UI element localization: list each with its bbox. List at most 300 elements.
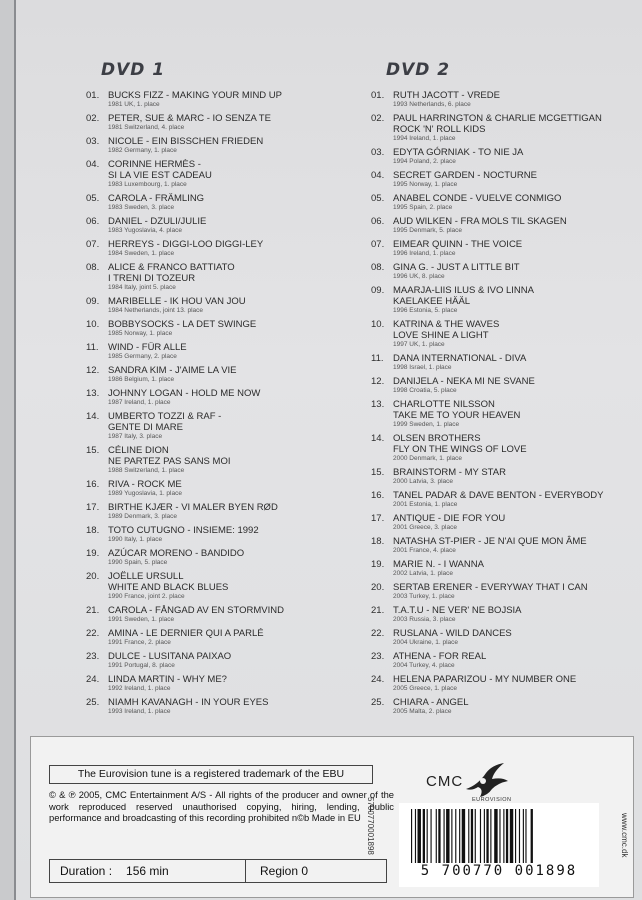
track-number: 02. [371, 113, 385, 124]
track-number: 16. [371, 490, 385, 501]
track-number: 22. [86, 628, 100, 639]
track-title: RIVA - ROCK ME [108, 479, 182, 490]
track-number: 22. [371, 628, 385, 639]
track-title: CÉLINE DION [108, 445, 169, 456]
track-info: 1993 Ireland, 1. place [108, 708, 171, 715]
track-number: 08. [86, 262, 100, 273]
duration-label: Duration : [60, 864, 113, 878]
track-number: 21. [371, 605, 385, 616]
track-info: 1995 Denmark, 5. place [393, 227, 463, 234]
track-item [371, 193, 641, 212]
track-body [393, 628, 641, 647]
track-info: 1981 Switzerland, 4. place [108, 124, 185, 131]
track-body [108, 651, 356, 670]
track-title: NIAMH KAVANAGH - IN YOUR EYES [108, 697, 269, 708]
track-info: 1990 Spain, 5. place [108, 559, 168, 566]
track-info: 1983 Luxembourg, 1. place [108, 181, 187, 188]
track-body [393, 490, 641, 509]
track-number: 14. [371, 433, 385, 444]
track-number: 17. [371, 513, 385, 524]
track-number: 09. [86, 296, 100, 307]
track-number: 14. [86, 411, 100, 422]
track-info: 1993 Netherlands, 6. place [393, 101, 471, 108]
track-item [371, 319, 641, 349]
track-number: 25. [371, 697, 385, 708]
track-title: CAROLA - FÅNGAD AV EN STORMVIND [108, 605, 284, 616]
track-number: 06. [371, 216, 385, 227]
track-body [108, 548, 356, 567]
track-info: 2003 Turkey, 1. place [393, 593, 455, 600]
track-item [371, 262, 641, 281]
barcode-bar [499, 809, 500, 863]
track-info: 1983 Sweden, 3. place [108, 204, 175, 211]
track-body [393, 216, 641, 235]
barcode-bar [510, 809, 513, 863]
track-title: HERREYS - DIGGI-LOO DIGGI-LEY [108, 239, 264, 250]
track-item [371, 674, 641, 693]
track-title: ROCK 'N' ROLL KIDS [393, 124, 486, 135]
track-body [108, 605, 356, 624]
track-title: KAELAKEE HÄÄL [393, 296, 471, 307]
track-title: BOBBYSOCKS - LA DET SWINGE [108, 319, 257, 330]
track-body [108, 216, 356, 235]
barcode-bar [462, 809, 465, 863]
track-number: 04. [86, 159, 100, 170]
track-title: ALICE & FRANCO BATTIATO [108, 262, 235, 273]
track-info: 1992 Ireland, 1. place [108, 685, 171, 692]
track-info: 1990 Italy, 1. place [108, 536, 163, 543]
track-number: 12. [86, 365, 100, 376]
track-number: 21. [86, 605, 100, 616]
track-body [108, 342, 356, 361]
track-item [86, 365, 356, 384]
track-title: LINDA MARTIN - WHY ME? [108, 674, 227, 685]
track-body [108, 674, 356, 693]
barcode-bar [436, 809, 437, 863]
track-item [371, 536, 641, 555]
track-body [393, 605, 641, 624]
track-number: 10. [86, 319, 100, 330]
track-title: SI LA VIE EST CADEAU [108, 170, 212, 181]
barcode-bar [503, 809, 504, 863]
barcode-bar [451, 809, 452, 863]
track-item [371, 399, 641, 429]
track-info: 1985 Norway, 1. place [108, 330, 173, 337]
track-info: 1986 Belgium, 1. place [108, 376, 175, 383]
eurovision-star-icon [458, 759, 512, 799]
track-info: 2005 Malta, 2. place [393, 708, 452, 715]
dvd2-tracklist [371, 90, 641, 716]
track-item [86, 388, 356, 407]
track-body [108, 479, 356, 498]
track-body [393, 147, 641, 166]
track-item [371, 490, 641, 509]
track-title: CHIARA - ANGEL [393, 697, 469, 708]
track-item [86, 296, 356, 315]
track-body [108, 319, 356, 338]
track-title: SECRET GARDEN - NOCTURNE [393, 170, 537, 181]
track-item [371, 353, 641, 372]
track-number: 15. [86, 445, 100, 456]
track-number: 07. [371, 239, 385, 250]
barcode-bar [468, 809, 469, 863]
track-item [371, 467, 641, 486]
track-body [108, 525, 356, 544]
track-item [86, 674, 356, 693]
track-body [108, 113, 356, 132]
track-item [371, 697, 641, 716]
track-title: BRAINSTORM - MY STAR [393, 467, 506, 478]
track-item [86, 548, 356, 567]
track-item [86, 651, 356, 670]
barcode-bar [484, 809, 485, 863]
track-number: 01. [371, 90, 385, 101]
barcode-bar [427, 809, 428, 863]
track-number: 10. [371, 319, 385, 330]
barcode-bar [475, 809, 476, 863]
track-number: 04. [371, 170, 385, 181]
track-body [108, 388, 356, 407]
track-title: AMINA - LE DERNIER QUI A PARLÉ [108, 628, 264, 639]
track-number: 20. [86, 571, 100, 582]
track-info: 1998 Croatia, 5. place [393, 387, 457, 394]
track-body [108, 445, 356, 475]
track-info: 1985 Germany, 2. place [108, 353, 177, 360]
track-number: 15. [371, 467, 385, 478]
track-item [371, 605, 641, 624]
track-body [393, 513, 641, 532]
track-item [86, 239, 356, 258]
dvd2-title: DVD 2 [386, 60, 451, 80]
track-title: AZÚCAR MORENO - BANDIDO [108, 548, 245, 559]
track-info: 1991 Sweden, 1. place [108, 616, 175, 623]
track-title: ATHENA - FOR REAL [393, 651, 487, 662]
track-title: PETER, SUE & MARC - IO SENZA TE [108, 113, 271, 124]
website-url: www.cmc.dk [620, 813, 629, 858]
track-body [393, 697, 641, 716]
track-info: 1984 Netherlands, joint 13. place [108, 307, 204, 314]
track-info: 2004 Turkey, 4. place [393, 662, 455, 669]
track-item [86, 571, 356, 601]
eurovision-label: EUROVISION [472, 797, 512, 803]
barcode-bar [506, 809, 508, 863]
track-info: 1984 Italy, joint 5. place [108, 284, 176, 291]
track-title: MAARJA-LIIS ILUS & IVO LINNA [393, 285, 534, 296]
track-number: 19. [86, 548, 100, 559]
track-item [371, 285, 641, 315]
track-title: GENTE DI MARE [108, 422, 183, 433]
barcode-bar [486, 809, 488, 863]
track-number: 03. [86, 136, 100, 147]
region: Region 0 [260, 864, 309, 878]
track-item [371, 376, 641, 395]
track-title: AUD WILKEN - FRA MOLS TIL SKAGEN [393, 216, 567, 227]
track-title: SANDRA KIM - J'AIME LA VIE [108, 365, 237, 376]
track-item [371, 147, 641, 166]
track-body [393, 193, 641, 212]
track-body [108, 365, 356, 384]
track-body [108, 571, 356, 601]
barcode-bar [415, 809, 416, 863]
barcode-bar [494, 809, 497, 863]
track-info: 1999 Sweden, 1. place [393, 421, 460, 428]
track-info: 1994 Ireland, 1. place [393, 135, 456, 142]
track-info: 2005 Greece, 1. place [393, 685, 457, 692]
track-title: HELENA PAPARIZOU - MY NUMBER ONE [393, 674, 577, 685]
track-body [393, 113, 641, 143]
track-body [108, 697, 356, 716]
track-body [393, 674, 641, 693]
track-info: 1997 UK, 1. place [393, 341, 445, 348]
track-info: 2000 Denmark, 1. place [393, 455, 463, 462]
track-item [371, 651, 641, 670]
barcode-bar [431, 809, 432, 863]
track-item [86, 159, 356, 189]
track-number: 12. [371, 376, 385, 387]
track-title: RUSLANA - WILD DANCES [393, 628, 512, 639]
track-item [86, 445, 356, 475]
track-number: 02. [86, 113, 100, 124]
track-item [371, 239, 641, 258]
track-body [108, 159, 356, 189]
duration-region-box [49, 859, 387, 883]
track-title: I TRENI DI TOZEUR [108, 273, 196, 284]
track-number: 06. [86, 216, 100, 227]
track-title: NICOLE - EIN BISSCHEN FRIEDEN [108, 136, 264, 147]
track-body [108, 262, 356, 292]
barcode-bars [409, 809, 591, 863]
track-title: EIMEAR QUINN - THE VOICE [393, 239, 523, 250]
track-body [108, 90, 356, 109]
track-item [86, 136, 356, 155]
track-info: 1987 Italy, 3. place [108, 433, 163, 440]
back-cover [14, 0, 642, 900]
dvd1-column [86, 60, 356, 720]
track-info: 1994 Poland, 2. place [393, 158, 456, 165]
catalog-number: 5700770001898 [366, 797, 375, 855]
track-item [86, 479, 356, 498]
track-info: 1996 UK, 8. place [393, 273, 445, 280]
track-body [108, 136, 356, 155]
barcode-bar [523, 809, 524, 863]
track-info: 1989 Yugoslavia, 1. place [108, 490, 182, 497]
track-title: T.A.T.U - NE VER' NE BOJSIA [393, 605, 522, 616]
track-info: 1996 Estonia, 5. place [393, 307, 458, 314]
track-number: 11. [86, 342, 99, 353]
track-item [86, 193, 356, 212]
track-title: PAUL HARRINGTON & CHARLIE MCGETTIGAN [393, 113, 602, 124]
track-title: SERTAB ERENER - EVERYWAY THAT I CAN [393, 582, 588, 593]
track-info: 1995 Spain, 2. place [393, 204, 453, 211]
track-number: 16. [86, 479, 100, 490]
track-info: 2001 France, 4. place [393, 547, 456, 554]
track-body [393, 170, 641, 189]
track-info: 1983 Yugoslavia, 4. place [108, 227, 182, 234]
track-number: 18. [86, 525, 100, 536]
track-item [86, 411, 356, 441]
dvd1-title: DVD 1 [101, 60, 166, 80]
dvd2-column [371, 60, 641, 720]
track-title: BUCKS FIZZ - MAKING YOUR MIND UP [108, 90, 283, 101]
barcode-bar [411, 809, 412, 863]
track-title: LOVE SHINE A LIGHT [393, 330, 489, 341]
track-item [86, 90, 356, 109]
copyright-notice: © & ℗ 2005, CMC Entertainment A/S - All rights of the producer and owner of the work reproduced reserved unauthorised copying, hiring, lending, public performance and broadcasting of this recording prohibited n©b Made in EU [49, 789, 394, 823]
track-number: 08. [371, 262, 385, 273]
track-title: JOËLLE URSULL [108, 571, 184, 582]
barcode-bar [423, 809, 425, 863]
track-body [108, 239, 356, 258]
track-title: CORINNE HERMÈS - [108, 159, 201, 170]
track-info: 1995 Norway, 1. place [393, 181, 458, 188]
track-body [393, 376, 641, 395]
track-number: 13. [86, 388, 100, 399]
track-number: 17. [86, 502, 100, 513]
track-title: WIND - FÜR ALLE [108, 342, 187, 353]
track-title: BIRTHE KJÆR - VI MALER BYEN RØD [108, 502, 278, 513]
cmc-logo: CMC [426, 773, 464, 790]
track-body [393, 559, 641, 578]
track-body [393, 319, 641, 349]
track-title: MARIE N. - I WANNA [393, 559, 484, 570]
track-title: NE PARTEZ PAS SANS MOI [108, 456, 231, 467]
barcode-digits: 5 700770 001898 [420, 863, 578, 879]
track-title: TOTO CUTUGNO - INSIEME: 1992 [108, 525, 259, 536]
trademark-notice: The Eurovision tune is a registered trademark of the EBU [49, 765, 373, 784]
track-info: 1987 Ireland, 1. place [108, 399, 171, 406]
track-item [86, 216, 356, 235]
track-title: DANA INTERNATIONAL - DIVA [393, 353, 527, 364]
track-title: TAKE ME TO YOUR HEAVEN [393, 410, 521, 421]
track-number: 24. [371, 674, 385, 685]
track-number: 05. [86, 193, 100, 204]
track-body [393, 433, 641, 463]
track-body [393, 399, 641, 429]
track-body [393, 651, 641, 670]
track-info: 2002 Latvia, 1. place [393, 570, 453, 577]
track-info: 2001 Greece, 3. place [393, 524, 457, 531]
barcode-bar [480, 809, 481, 863]
track-title: WHITE AND BLACK BLUES [108, 582, 229, 593]
track-title: GINA G. - JUST A LITTLE BIT [393, 262, 520, 273]
track-info: 1989 Denmark, 3. place [108, 513, 178, 520]
track-number: 01. [86, 90, 100, 101]
track-title: NATASHA ST-PIER - JE N'AI QUE MON ÂME [393, 536, 587, 547]
track-item [86, 502, 356, 521]
track-number: 07. [86, 239, 100, 250]
barcode-bar [515, 809, 516, 863]
barcode-bar [438, 809, 440, 863]
track-body [393, 285, 641, 315]
track-item [86, 628, 356, 647]
track-number: 11. [371, 353, 384, 364]
track-number: 23. [86, 651, 100, 662]
track-info: 1982 Germany, 1. place [108, 147, 177, 154]
track-body [108, 628, 356, 647]
track-item [371, 513, 641, 532]
track-item [86, 697, 356, 716]
track-body [108, 296, 356, 315]
track-info: 1991 Portugal, 8. place [108, 662, 175, 669]
track-item [86, 319, 356, 338]
track-title: DANIEL - DZULI/JULIE [108, 216, 207, 227]
track-item [86, 525, 356, 544]
track-info: 1990 France, joint 2. place [108, 593, 185, 600]
track-info: 1988 Switzerland, 1. place [108, 467, 185, 474]
barcode-bar [444, 809, 445, 863]
track-item [86, 262, 356, 292]
track-body [393, 536, 641, 555]
barcode-bar [519, 809, 520, 863]
track-number: 05. [371, 193, 385, 204]
track-title: MARIBELLE - IK HOU VAN JOU [108, 296, 246, 307]
track-title: DULCE - LUSITANA PAIXAO [108, 651, 232, 662]
track-title: ANTIQUE - DIE FOR YOU [393, 513, 506, 524]
track-item [371, 90, 641, 109]
track-info: 1981 UK, 1. place [108, 101, 160, 108]
track-title: DANIJELA - NEKA MI NE SVANE [393, 376, 535, 387]
track-title: FLY ON THE WINGS OF LOVE [393, 444, 527, 455]
track-body [393, 239, 641, 258]
track-number: 25. [86, 697, 100, 708]
track-body [393, 582, 641, 601]
track-body [108, 193, 356, 212]
track-body [108, 411, 356, 441]
track-item [371, 216, 641, 235]
barcode-bar [471, 809, 473, 863]
track-info: 2003 Russia, 3. place [393, 616, 456, 623]
barcode [399, 803, 599, 887]
track-info: 2001 Estonia, 1. place [393, 501, 458, 508]
track-item [371, 433, 641, 463]
barcode-bar [490, 809, 491, 863]
track-title: RUTH JACOTT - VREDE [393, 90, 500, 101]
track-item [371, 113, 641, 143]
track-title: TANEL PADAR & DAVE BENTON - EVERYBODY [393, 490, 604, 501]
barcode-bar [531, 809, 533, 863]
track-info: 1996 Ireland, 1. place [393, 250, 456, 257]
track-info: 1991 France, 2. place [108, 639, 171, 646]
dvd1-tracklist [86, 90, 356, 716]
track-item [86, 342, 356, 361]
track-info: 2004 Ukraine, 1. place [393, 639, 459, 646]
barcode-bar [455, 809, 456, 863]
barcode-bar [525, 809, 526, 863]
duration [50, 860, 246, 882]
track-number: 24. [86, 674, 100, 685]
track-item [371, 628, 641, 647]
track-body [393, 262, 641, 281]
track-number: 23. [371, 651, 385, 662]
track-item [371, 559, 641, 578]
track-title: KATRINA & THE WAVES [393, 319, 500, 330]
barcode-bar [459, 809, 460, 863]
track-item [86, 113, 356, 132]
track-number: 09. [371, 285, 385, 296]
track-item [371, 170, 641, 189]
barcode-bar [418, 809, 421, 863]
track-body [393, 353, 641, 372]
track-title: EDYTA GÓRNIAK - TO NIE JA [393, 147, 524, 158]
info-panel [30, 736, 634, 898]
track-title: UMBERTO TOZZI & RAF - [108, 411, 222, 422]
track-item [371, 582, 641, 601]
track-number: 20. [371, 582, 385, 593]
track-number: 18. [371, 536, 385, 547]
barcode-bar [446, 809, 449, 863]
track-info: 1998 Israel, 1. place [393, 364, 452, 371]
track-title: CAROLA - FRÄMLING [108, 193, 205, 204]
